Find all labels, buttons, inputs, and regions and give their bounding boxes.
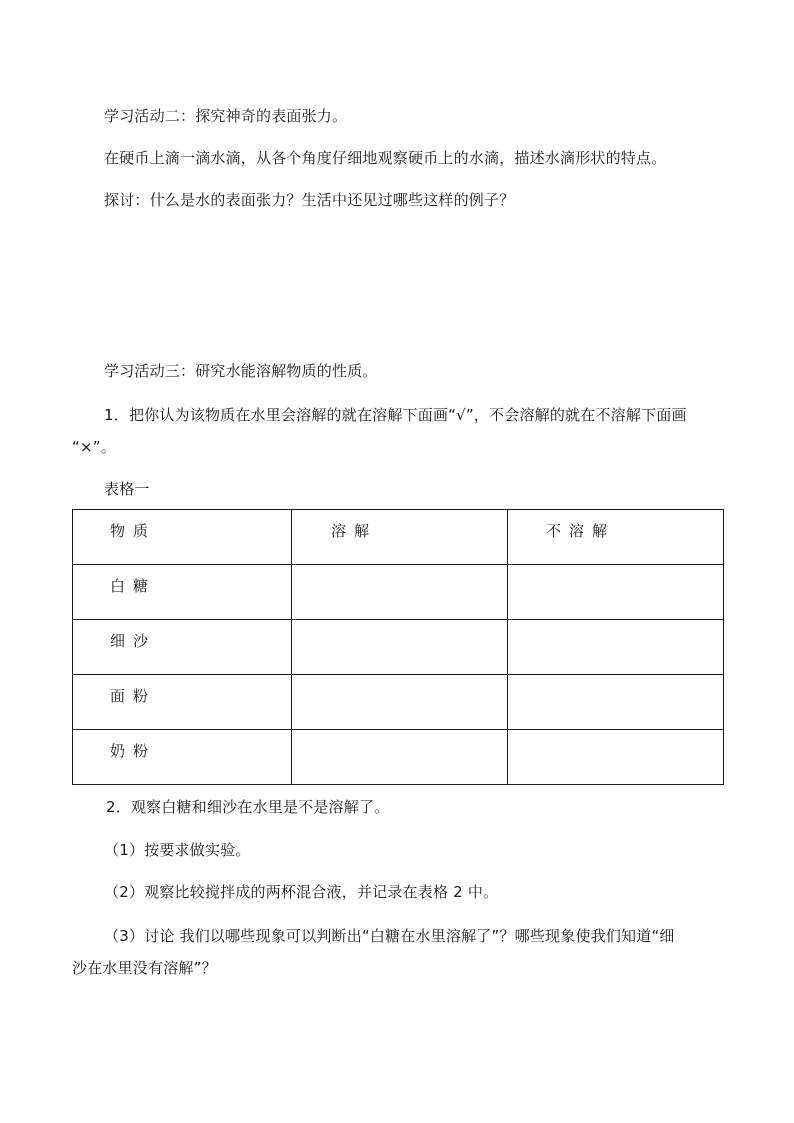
substance-cell [73, 675, 292, 730]
activity2-title: 学习活动二：探究神奇的表面张力。 [104, 107, 348, 125]
substance-cell [73, 565, 292, 620]
not-dissolve-cell [508, 730, 724, 785]
step2-sub3-line2: 沙在水里没有溶解”？ [72, 959, 217, 977]
step2-sub3-line1: （3）讨论 我们以哪些现象可以判断出“白糖在水里溶解了”？哪些现象使我们知道“细 [104, 927, 675, 945]
cell-value [508, 675, 723, 685]
step1-line2: “×”。 [72, 438, 116, 456]
activity3-title: 学习活动三：研究水能溶解物质的性质。 [104, 362, 378, 380]
cell-value [292, 730, 507, 740]
substance-label: 面粉 [110, 687, 157, 705]
header-label: 物质 [110, 522, 157, 540]
cell-value [508, 565, 723, 575]
step2-sub1: （1）按要求做实验。 [104, 841, 251, 859]
header-label: 不溶解 [546, 522, 616, 540]
table-row [73, 620, 724, 675]
substance-label: 奶粉 [110, 742, 157, 760]
activity2-discussion: 探讨：什么是水的表面张力？生活中还见过哪些这样的例子？ [104, 191, 515, 209]
substance-label: 白糖 [110, 577, 157, 595]
substance-label: 细沙 [110, 632, 157, 650]
header-cell-substance [73, 510, 292, 565]
header-cell-dissolve [292, 510, 508, 565]
dissolve-cell [292, 675, 508, 730]
solubility-table [72, 509, 724, 785]
substance-cell [73, 730, 292, 785]
cell-value [508, 620, 723, 630]
cell-value [292, 675, 507, 685]
header-cell-not-dissolve [508, 510, 724, 565]
table-row [73, 675, 724, 730]
dissolve-cell [292, 730, 508, 785]
substance-cell [73, 620, 292, 675]
not-dissolve-cell [508, 565, 724, 620]
activity2-instruction: 在硬币上滴一滴水滴，从各个角度仔细地观察硬币上的水滴，描述水滴形状的特点。 [104, 149, 667, 167]
dissolve-cell [292, 620, 508, 675]
step1-line1: 1．把你认为该物质在水里会溶解的就在溶解下面画“√”，不会溶解的就在不溶解下面画 [104, 406, 687, 424]
cell-value [292, 565, 507, 575]
table-row [73, 730, 724, 785]
table-caption: 表格一 [104, 480, 150, 498]
cell-value [508, 730, 723, 740]
cell-value [292, 620, 507, 630]
step2-title: 2．观察白糖和细沙在水里是不是溶解了。 [106, 798, 390, 816]
dissolve-cell [292, 565, 508, 620]
not-dissolve-cell [508, 675, 724, 730]
step2-sub2: （2）观察比较搅拌成的两杯混合液，并记录在表格 2 中。 [104, 883, 499, 901]
header-label: 溶解 [331, 522, 378, 540]
table-header-row [73, 510, 724, 565]
not-dissolve-cell [508, 620, 724, 675]
table-row [73, 565, 724, 620]
